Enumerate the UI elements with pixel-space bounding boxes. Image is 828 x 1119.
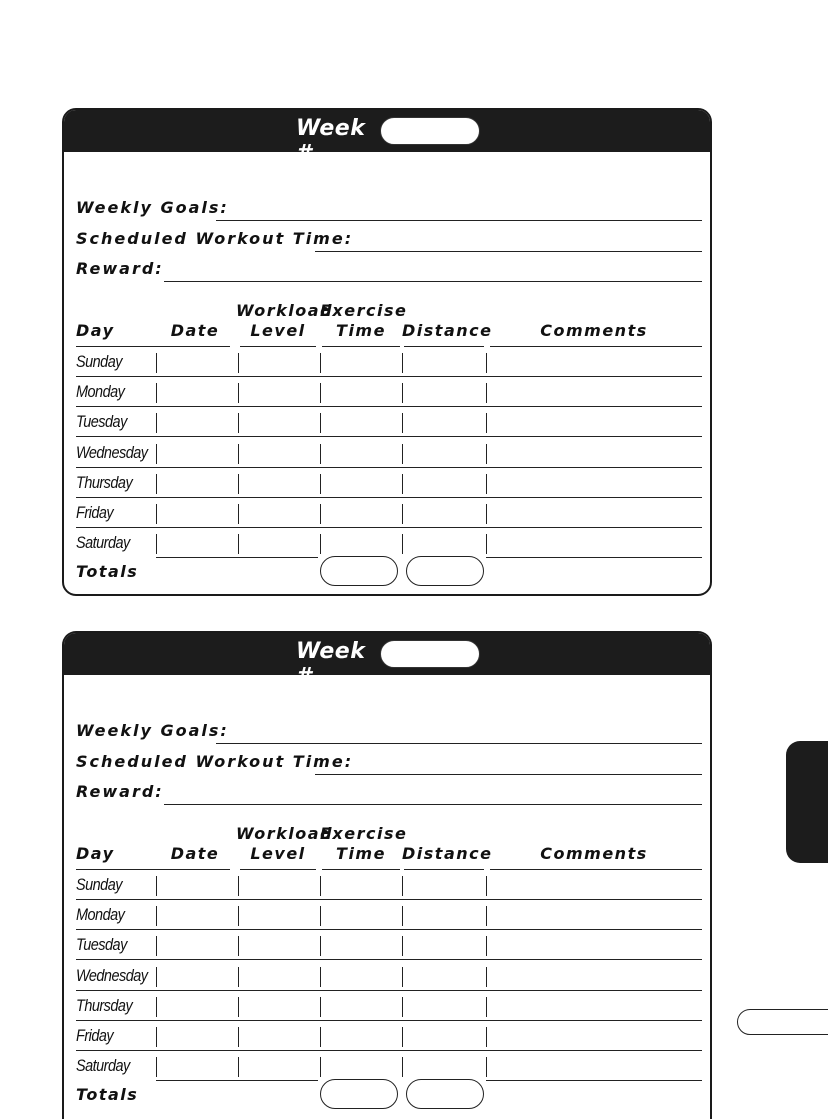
day-label: Saturday [76,1056,130,1076]
cell-divider [238,444,239,464]
cell-divider [238,1027,239,1047]
cell-divider [402,876,403,896]
column-header-day: Day [76,321,115,340]
cell-divider [486,906,487,926]
day-label: Wednesday [76,442,148,462]
day-label: Wednesday [76,965,148,985]
exercise-time-total-field[interactable] [320,1079,398,1109]
cell-divider [238,534,239,554]
cell-divider [156,997,157,1017]
cell-divider [486,936,487,956]
column-header-date: Date [170,321,220,340]
row-line [76,959,702,960]
column-header-time: Time [336,844,386,863]
cell-divider [320,1057,321,1077]
cell-divider [402,474,403,494]
week-number-field[interactable] [380,640,480,668]
row-line [156,557,318,558]
weekly-goals-line[interactable] [216,743,702,744]
header-underline [490,869,702,870]
header-underline [76,869,160,870]
cell-divider [402,413,403,433]
cell-divider [402,383,403,403]
cell-divider [156,1057,157,1077]
reward-label: Reward: [76,259,164,278]
day-label: Thursday [76,995,133,1015]
cell-divider [486,876,487,896]
card-header [64,110,710,166]
cell-divider [156,413,157,433]
cell-divider [486,1027,487,1047]
cell-divider [320,906,321,926]
cell-divider [238,474,239,494]
cell-divider [156,474,157,494]
scheduled-workout-time-label: Scheduled Workout Time: [76,229,354,248]
exercise-time-total-field[interactable] [320,556,398,586]
cell-divider [156,504,157,524]
cell-divider [238,353,239,373]
day-label: Monday [76,382,125,402]
column-header-exercise: Exercise [320,301,408,320]
totals-label: Totals [76,562,139,581]
cell-divider [156,534,157,554]
cell-divider [486,383,487,403]
cell-divider [402,504,403,524]
column-header-distance: Distance [402,321,493,340]
weekly-goals-line[interactable] [216,220,702,221]
cell-divider [320,413,321,433]
day-label: Friday [76,1026,114,1045]
row-line [76,527,702,528]
header-underline [76,346,160,347]
row-line [76,406,702,407]
cell-divider [320,353,321,373]
scheduled-workout-time-label: Scheduled Workout Time: [76,752,354,771]
cell-divider [486,997,487,1017]
column-header-comments: Comments [540,844,648,863]
cell-divider [486,967,487,987]
section-side-tab [786,741,828,863]
cell-divider [156,876,157,896]
week-label: Week # [296,639,366,689]
cell-divider [320,967,321,987]
cell-divider [156,967,157,987]
cell-divider [238,504,239,524]
cell-divider [402,997,403,1017]
cell-divider [156,383,157,403]
cell-divider [402,444,403,464]
row-line [486,557,702,558]
reward-label: Reward: [76,782,164,801]
week-number-field[interactable] [380,117,480,145]
day-label: Tuesday [76,935,127,955]
cell-divider [320,474,321,494]
cell-divider [486,504,487,524]
row-line [76,1020,702,1021]
column-header-distance: Distance [402,844,493,863]
day-label: Sunday [76,875,122,894]
cell-divider [320,444,321,464]
row-line [76,929,702,930]
cell-divider [486,353,487,373]
page-number-box [737,1009,828,1035]
cell-divider [238,383,239,403]
cell-divider [156,906,157,926]
cell-divider [320,534,321,554]
cell-divider [402,906,403,926]
cell-divider [238,936,239,956]
row-line [156,1080,318,1081]
week-card-2 [62,631,712,1119]
cell-divider [402,967,403,987]
day-label: Tuesday [76,412,127,432]
row-line [76,497,702,498]
column-header-day: Day [76,844,115,863]
scheduled-workout-time-line[interactable] [315,251,702,252]
day-label: Monday [76,905,125,925]
header-underline [490,346,702,347]
cell-divider [320,504,321,524]
distance-total-field[interactable] [406,556,484,586]
day-label: Thursday [76,472,133,492]
cell-divider [320,383,321,403]
cell-divider [486,1057,487,1077]
cell-divider [156,1027,157,1047]
cell-divider [238,997,239,1017]
row-line [76,1050,702,1051]
cell-divider [402,534,403,554]
scheduled-workout-time-line[interactable] [315,774,702,775]
row-line [76,467,702,468]
header-underline [160,869,230,870]
header-underline [404,869,484,870]
cell-divider [320,1027,321,1047]
cell-divider [238,967,239,987]
cell-divider [238,876,239,896]
cell-divider [320,936,321,956]
header-underline [404,346,484,347]
row-line [76,990,702,991]
week-card-1 [62,108,712,596]
cell-divider [156,444,157,464]
cell-divider [486,534,487,554]
cell-divider [156,936,157,956]
cell-divider [486,444,487,464]
day-label: Sunday [76,352,122,371]
reward-line[interactable] [164,281,702,282]
column-header-comments: Comments [540,321,648,340]
reward-line[interactable] [164,804,702,805]
weekly-goals-label: Weekly Goals: [76,721,229,740]
day-label: Saturday [76,533,130,553]
column-header-level: Level [250,844,306,863]
cell-divider [402,1027,403,1047]
distance-total-field[interactable] [406,1079,484,1109]
header-underline [322,869,400,870]
header-underline [240,346,316,347]
column-header-workload: Workload [236,301,334,320]
cell-divider [156,353,157,373]
cell-divider [320,876,321,896]
column-header-level: Level [250,321,306,340]
cell-divider [238,1057,239,1077]
row-line [486,1080,702,1081]
row-line [76,899,702,900]
cell-divider [238,413,239,433]
cell-divider [402,1057,403,1077]
week-label: Week # [296,116,366,166]
column-header-time: Time [336,321,386,340]
card-header [64,633,710,689]
day-label: Friday [76,503,114,522]
cell-divider [402,353,403,373]
cell-divider [320,997,321,1017]
header-underline [240,869,316,870]
column-header-exercise: Exercise [320,824,408,843]
cell-divider [238,906,239,926]
cell-divider [402,936,403,956]
row-line [76,436,702,437]
header-underline [322,346,400,347]
column-header-workload: Workload [236,824,334,843]
totals-label: Totals [76,1085,139,1104]
weekly-goals-label: Weekly Goals: [76,198,229,217]
row-line [76,376,702,377]
cell-divider [486,474,487,494]
header-underline [160,346,230,347]
cell-divider [486,413,487,433]
column-header-date: Date [170,844,220,863]
